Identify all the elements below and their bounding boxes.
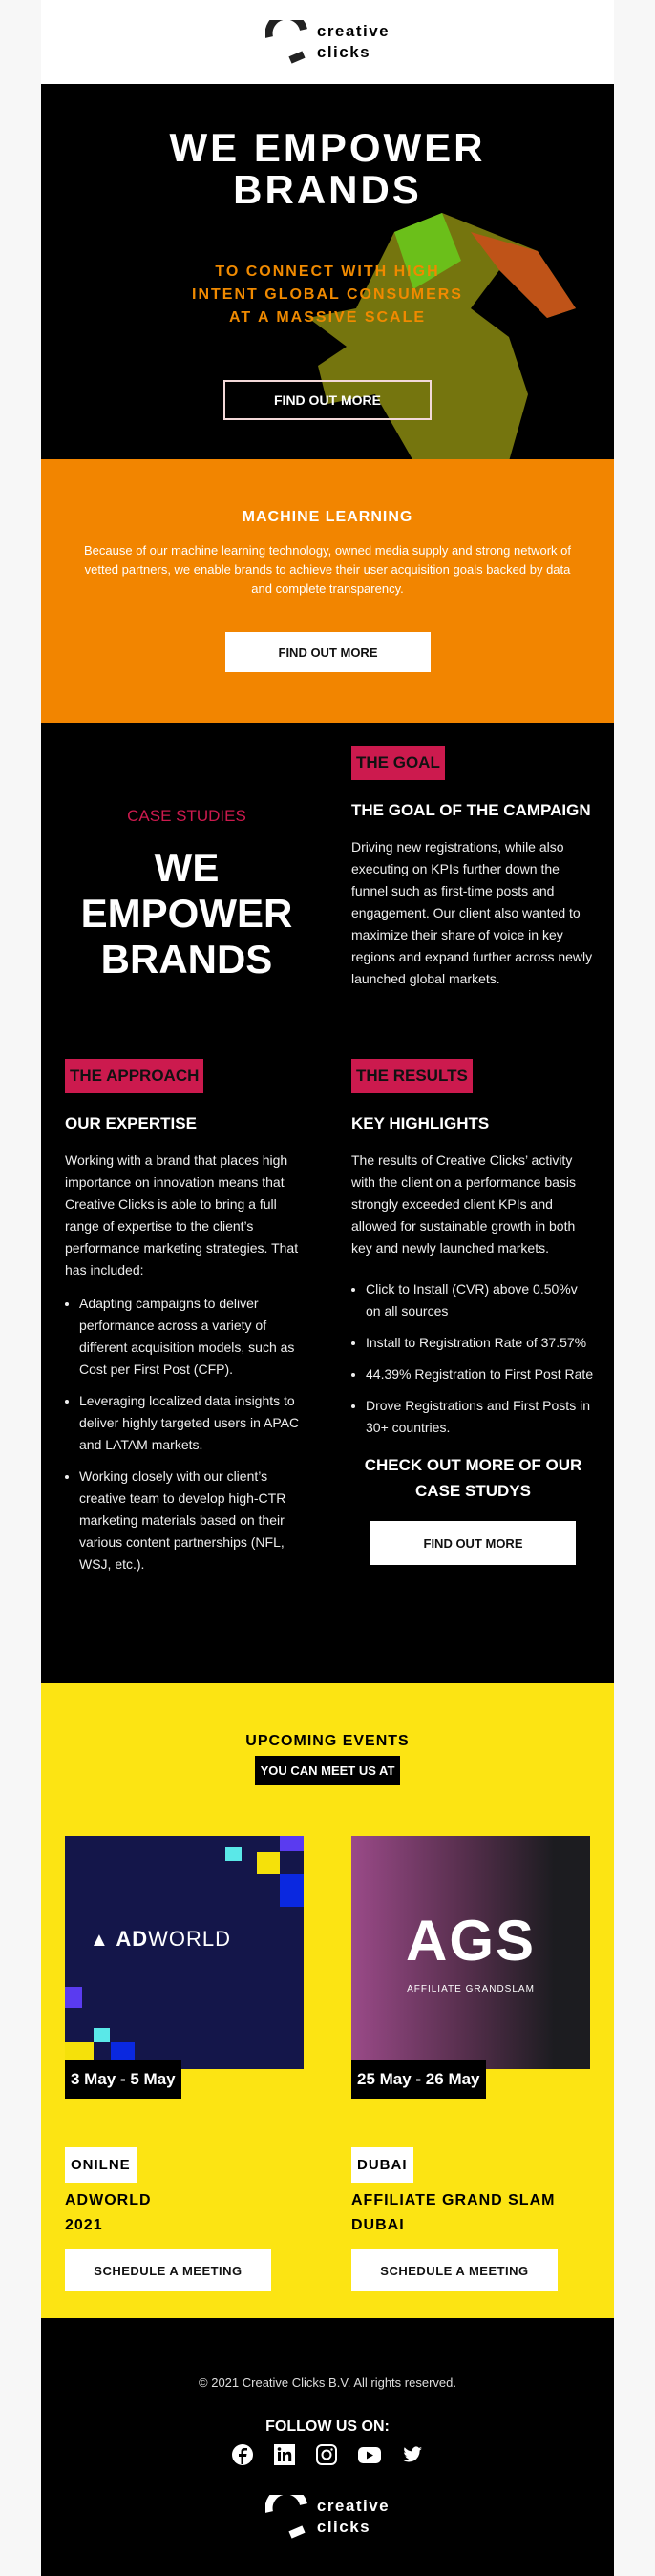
twitter-icon[interactable] (401, 2443, 424, 2466)
event-date: 25 May - 26 May (351, 2060, 486, 2099)
logo-text: clicks (316, 2518, 371, 2536)
goal-block (351, 746, 595, 990)
machine-learning-section (41, 459, 614, 723)
footer-logo[interactable] (41, 2495, 614, 2539)
list-item: • 44.39% Registration to First Post Rate (366, 1363, 595, 1385)
approach-tag: THE APPROACH (65, 1059, 203, 1093)
logo-mark-icon (265, 20, 307, 64)
logo-text: creative (316, 2497, 391, 2515)
case-cta-title: CHECK OUT MORE OF OUR CASE STUDYS (364, 1456, 582, 1500)
list-item: • Leveraging localized data insights to deliver highly targeted users in APAC and LATAM markets. (79, 1390, 308, 1456)
results-title: KEY HIGHLIGHTS (351, 1114, 490, 1132)
linkedin-icon[interactable] (273, 2443, 296, 2466)
results-body: The results of Creative Clicks’ activity with the client on a performance basis strongly exceeded client KPIs and allowed for sustainable growth in both key and newly launched markets. (351, 1152, 577, 1256)
ml-find-out-more-button[interactable]: FIND OUT MORE (225, 632, 431, 672)
ml-title: MACHINE LEARNING (242, 509, 413, 525)
ags-logo-sub: AFFILIATE GRANDSLAM (407, 1984, 535, 1995)
adworld-image[interactable] (65, 1836, 304, 2069)
copyright: © 2021 Creative Clicks B.V. All rights reserved. (199, 2375, 456, 2390)
list-item: • Drove Registrations and First Posts in 30+ countries. (366, 1395, 595, 1439)
list-item: • Working closely with our client’s creative team to develop high-CTR marketing materials based on their various content partnerships (NFL, WSJ, etc.). (79, 1466, 308, 1575)
event-card (65, 1836, 304, 2291)
header (41, 0, 614, 84)
goal-title: THE GOAL OF THE CAMPAIGN (351, 801, 591, 819)
footer (41, 2318, 614, 2576)
case-studies-section (41, 723, 614, 1683)
schedule-meeting-button[interactable]: SCHEDULE A MEETING (65, 2249, 271, 2291)
ml-body: Because of our machine learning technology, owned media supply and strong network of vetted partners, we enable brands to achieve their user acquisition goals backed by data and complete transparency. (84, 543, 571, 596)
list-item: • Install to Registration Rate of 37.57% (366, 1332, 595, 1354)
results-block (351, 1059, 595, 1565)
logo[interactable] (265, 20, 390, 64)
ags-image[interactable] (351, 1836, 590, 2069)
approach-block (65, 1059, 308, 1585)
logo-text: clicks (316, 43, 371, 61)
events-tag: YOU CAN MEET US AT (255, 1756, 401, 1785)
hero (41, 84, 614, 459)
adworld-logo: ▲ ADWORLD (90, 1927, 232, 1951)
follow-label: FOLLOW US ON: (265, 2418, 390, 2435)
goal-body: Driving new registrations, while also executing on KPIs further down the funnel such as first-time posts and engagement. Our client also wanted to maximize their share of voice in key regions and expand further across newly launched global markets. (351, 839, 593, 986)
facebook-icon[interactable] (231, 2443, 254, 2466)
logo-text: creative (316, 22, 391, 40)
social-links (41, 2443, 614, 2466)
hero-subtitle: TO CONNECT WITH HIGH INTENT GLOBAL CONSUMERS AT A MASSIVE SCALE (192, 264, 463, 326)
case-big-title: WE EMPOWER BRANDS (80, 845, 293, 982)
hero-find-out-more-button[interactable]: FIND OUT MORE (223, 380, 432, 420)
case-label: CASE STUDIES (127, 807, 246, 825)
event-location: DUBAI (351, 2147, 413, 2183)
approach-title: OUR EXPERTISE (65, 1114, 197, 1132)
approach-body: Working with a brand that places high importance on innovation means that Creative Clicks is able to bring a full range of expertise to the client’s performance marketing strategies. That has included: (65, 1152, 299, 1277)
ags-logo: AGS (405, 1909, 537, 1973)
events-section (41, 1683, 614, 2318)
youtube-icon[interactable] (357, 2443, 382, 2466)
list-item: • Adapting campaigns to deliver performance across a variety of different acquisition models, such as Cost per First Post (CFP). (79, 1293, 308, 1381)
instagram-icon[interactable] (315, 2443, 338, 2466)
case-intro (65, 807, 308, 982)
list-item: • Click to Install (CVR) above 0.50%v on all sources (366, 1278, 595, 1322)
email (41, 0, 614, 2576)
event-location: ONILNE (65, 2147, 137, 2183)
goal-tag: THE GOAL (351, 746, 445, 780)
event-date: 3 May - 5 May (65, 2060, 181, 2099)
events-title: UPCOMING EVENTS (245, 1733, 410, 1749)
event-title: AFFILIATE GRAND SLAM DUBAI (351, 2192, 556, 2233)
results-tag: THE RESULTS (351, 1059, 473, 1093)
hero-title: BRANDS (233, 167, 422, 212)
event-title: ADWORLD 2021 (65, 2192, 152, 2233)
schedule-meeting-button[interactable]: SCHEDULE A MEETING (351, 2249, 558, 2291)
event-card (351, 1836, 590, 2291)
case-find-out-more-button[interactable]: FIND OUT MORE (370, 1521, 576, 1565)
logo-mark-icon (265, 2495, 307, 2539)
hero-title: WE EMPOWER (169, 125, 486, 170)
